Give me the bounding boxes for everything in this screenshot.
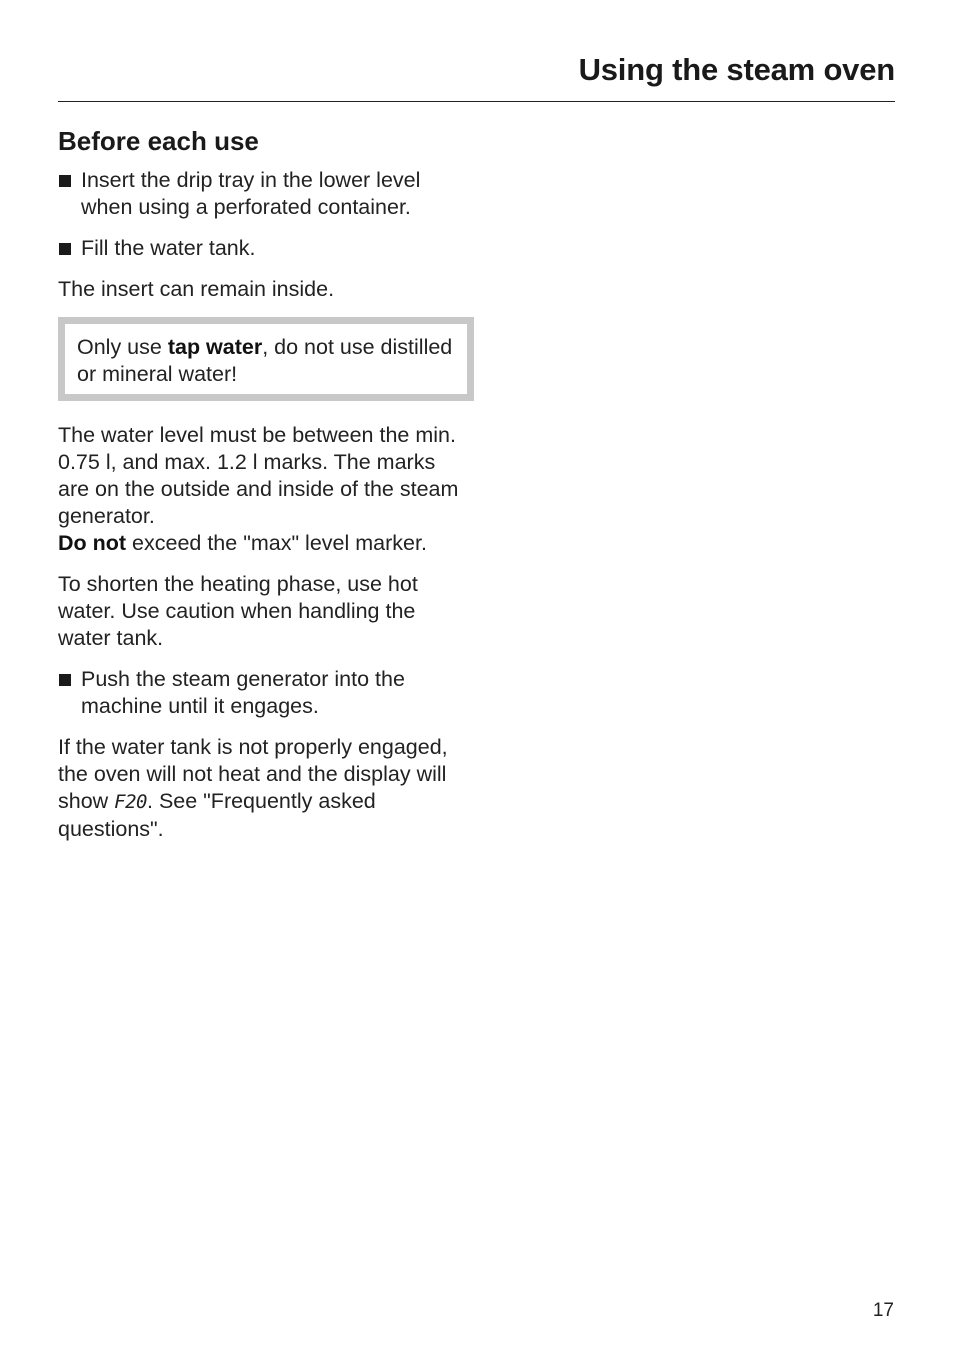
- water-level-bold: Do not: [58, 531, 127, 555]
- water-level-text: The water level must be between the min. 0.75 l, and max. 1.2 l marks. The marks are on the outside and inside of the steam generator.: [58, 423, 459, 528]
- page-header: [58, 48, 895, 102]
- paragraph-hot-water: To shorten the heating phase, use hot water. Use caution when handling the water tank.: [58, 572, 418, 650]
- notice-box: [58, 317, 474, 401]
- notice-text: [77, 334, 455, 388]
- engage-prefix: If the water tank is not properly engaged, the oven will not heat and the display will show: [58, 735, 448, 813]
- bullet-text: Fill the water tank.: [81, 236, 256, 260]
- page-number: 17: [872, 1300, 894, 1321]
- bullet-item-fill-tank: [58, 235, 468, 262]
- bullet-item-drip-tray: [58, 167, 468, 221]
- notice-suffix: , do not use distilled or mineral water!: [77, 335, 453, 386]
- notice-prefix: Only use: [77, 335, 168, 359]
- bullet-item-steam-generator: [58, 666, 468, 720]
- error-code: F20: [114, 791, 147, 813]
- paragraph-insert: The insert can remain inside.: [58, 277, 335, 301]
- bullet-square-icon: [59, 674, 71, 686]
- page-title: Using the steam oven: [578, 52, 895, 87]
- bullet-square-icon: [59, 175, 71, 187]
- bullet-text: Push the steam generator into the machine until it engages.: [81, 667, 405, 718]
- notice-bold: tap water: [167, 335, 263, 359]
- section-title: Before each use: [58, 126, 259, 156]
- paragraph-engage: [58, 734, 468, 843]
- water-level-rest: exceed the "max" level marker.: [126, 531, 427, 555]
- engage-suffix: . See "Frequently asked questions".: [58, 789, 376, 841]
- paragraph-water-level: [58, 422, 468, 557]
- bullet-text: Insert the drip tray in the lower level when using a perforated container.: [81, 168, 421, 219]
- bullet-square-icon: [59, 243, 71, 255]
- page-content: [58, 124, 468, 857]
